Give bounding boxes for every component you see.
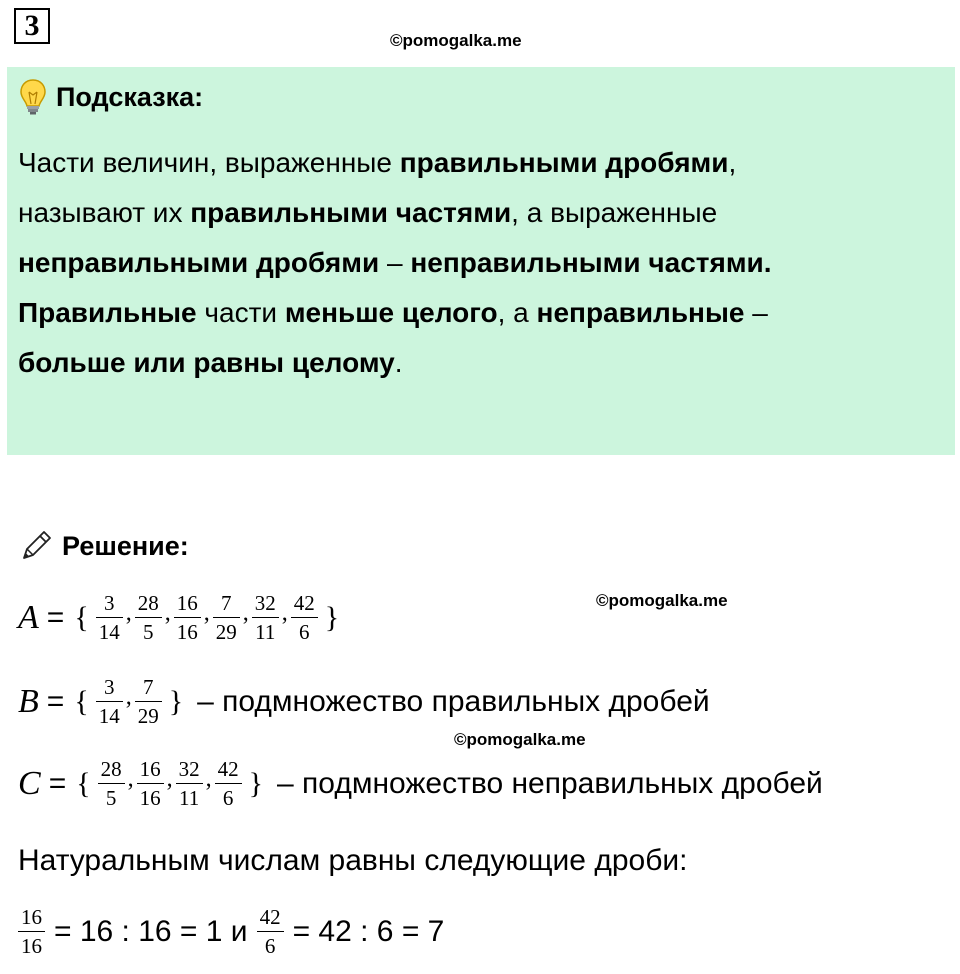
numerator: 28: [137, 591, 159, 615]
fraction: [135, 676, 162, 727]
comma: ,: [125, 600, 132, 626]
hint-title-text: Подсказка:: [56, 81, 204, 112]
set-a-line: [18, 592, 343, 643]
hint-segment: .: [763, 247, 772, 278]
hint-segment-bold: правильными частями: [190, 197, 512, 228]
numerator: 42: [293, 591, 315, 615]
close-brace: }: [248, 766, 264, 800]
expression-text: = 42 : 6 = 7: [292, 914, 445, 948]
fraction: [98, 758, 125, 809]
numerator: 16: [139, 757, 161, 781]
hint-segment-bold: неправильными дробями: [18, 247, 380, 278]
set-b-line: [18, 676, 710, 727]
hint-segment: Части величин, выраженные: [18, 147, 400, 178]
numerator: 3: [103, 591, 115, 615]
open-brace: {: [74, 600, 89, 634]
open-brace: {: [76, 766, 91, 800]
hint-segment-bold: неправильными частями: [410, 247, 764, 278]
comma: ,: [205, 766, 212, 792]
natural-numbers-text: Натуральным числам равны следующие дроби:: [18, 844, 688, 877]
close-brace: }: [324, 600, 340, 634]
denominator: 6: [291, 617, 318, 643]
lightbulb-icon: [18, 78, 48, 116]
set-c-description: – подмножество неправильных дробей: [277, 766, 823, 800]
hint-text: [18, 138, 938, 388]
task-number: 3: [14, 8, 50, 44]
equals-sign: =: [46, 684, 65, 718]
denominator: 16: [174, 617, 201, 643]
equals-sign: =: [46, 600, 65, 634]
hint-segment: , а выраженные: [511, 197, 718, 228]
watermark-bottom: ©pomogalka.me: [454, 730, 586, 749]
hint-title: [18, 78, 203, 116]
denominator: 14: [96, 617, 123, 643]
hint-segment: , а: [497, 297, 537, 328]
set-b-variable: B: [18, 682, 39, 720]
hint-segment: –: [744, 297, 768, 328]
hint-line: [18, 338, 938, 388]
numerator: 28: [100, 757, 122, 781]
hint-segment: называют их: [18, 197, 191, 228]
fraction: [257, 906, 284, 957]
comma: ,: [281, 600, 288, 626]
denominator: 29: [213, 617, 240, 643]
denominator: 29: [135, 701, 162, 727]
denominator: 16: [137, 783, 164, 809]
set-b-description: – подмножество правильных дробей: [197, 684, 710, 718]
pencil-icon: [18, 528, 54, 564]
fraction: [96, 676, 123, 727]
hint-line: [18, 138, 938, 188]
fraction: [252, 592, 279, 643]
watermark-middle: ©pomogalka.me: [596, 591, 728, 610]
hint-segment-bold: правильными дробями: [399, 147, 729, 178]
numerator: 42: [259, 905, 281, 929]
comma: ,: [166, 766, 173, 792]
denominator: 16: [18, 931, 45, 957]
denominator: 5: [135, 617, 162, 643]
comma: ,: [164, 600, 171, 626]
comma: ,: [203, 600, 210, 626]
numerator: 32: [254, 591, 276, 615]
comma: ,: [127, 766, 134, 792]
denominator: 5: [98, 783, 125, 809]
fraction: [291, 592, 318, 643]
equals-sign: =: [48, 766, 67, 800]
fraction: [176, 758, 203, 809]
close-brace: }: [168, 684, 184, 718]
denominator: 6: [257, 931, 284, 957]
numerator: 42: [217, 757, 239, 781]
fraction: [215, 758, 242, 809]
numerator: 7: [142, 675, 154, 699]
comma: ,: [242, 600, 249, 626]
watermark-top: ©pomogalka.me: [390, 31, 522, 50]
denominator: 11: [252, 617, 279, 643]
numerator: 7: [220, 591, 232, 615]
hint-segment-bold: Правильные: [18, 297, 197, 328]
hint-segment: ,: [728, 147, 737, 178]
solution-title: [18, 528, 189, 564]
hint-segment-bold: больше или равны целому: [18, 347, 395, 378]
numerator: 16: [176, 591, 198, 615]
fraction: [137, 758, 164, 809]
fraction: [213, 592, 240, 643]
hint-line: [18, 188, 938, 238]
hint-segment: –: [379, 247, 411, 278]
fraction: [174, 592, 201, 643]
final-expression: [18, 906, 450, 957]
numerator: 3: [103, 675, 115, 699]
comma: ,: [125, 684, 132, 710]
numerator: 16: [21, 905, 42, 929]
hint-segment: части: [196, 297, 285, 328]
hint-line: [18, 288, 938, 338]
solution-title-text: Решение:: [62, 530, 189, 561]
open-brace: {: [74, 684, 89, 718]
fraction: [135, 592, 162, 643]
set-c-variable: C: [18, 764, 41, 802]
hint-segment: .: [394, 347, 403, 378]
fraction: [18, 906, 45, 957]
set-a-variable: A: [18, 598, 39, 636]
denominator: 14: [96, 701, 123, 727]
hint-segment-bold: меньше целого: [284, 297, 498, 328]
fraction: [96, 592, 123, 643]
denominator: 11: [176, 783, 203, 809]
denominator: 6: [215, 783, 242, 809]
hint-segment-bold: неправильные: [536, 297, 745, 328]
hint-line: [18, 238, 938, 288]
set-c-line: [18, 758, 823, 809]
numerator: 32: [178, 757, 200, 781]
expression-text: = 16 : 16 = 1 и: [54, 914, 248, 948]
